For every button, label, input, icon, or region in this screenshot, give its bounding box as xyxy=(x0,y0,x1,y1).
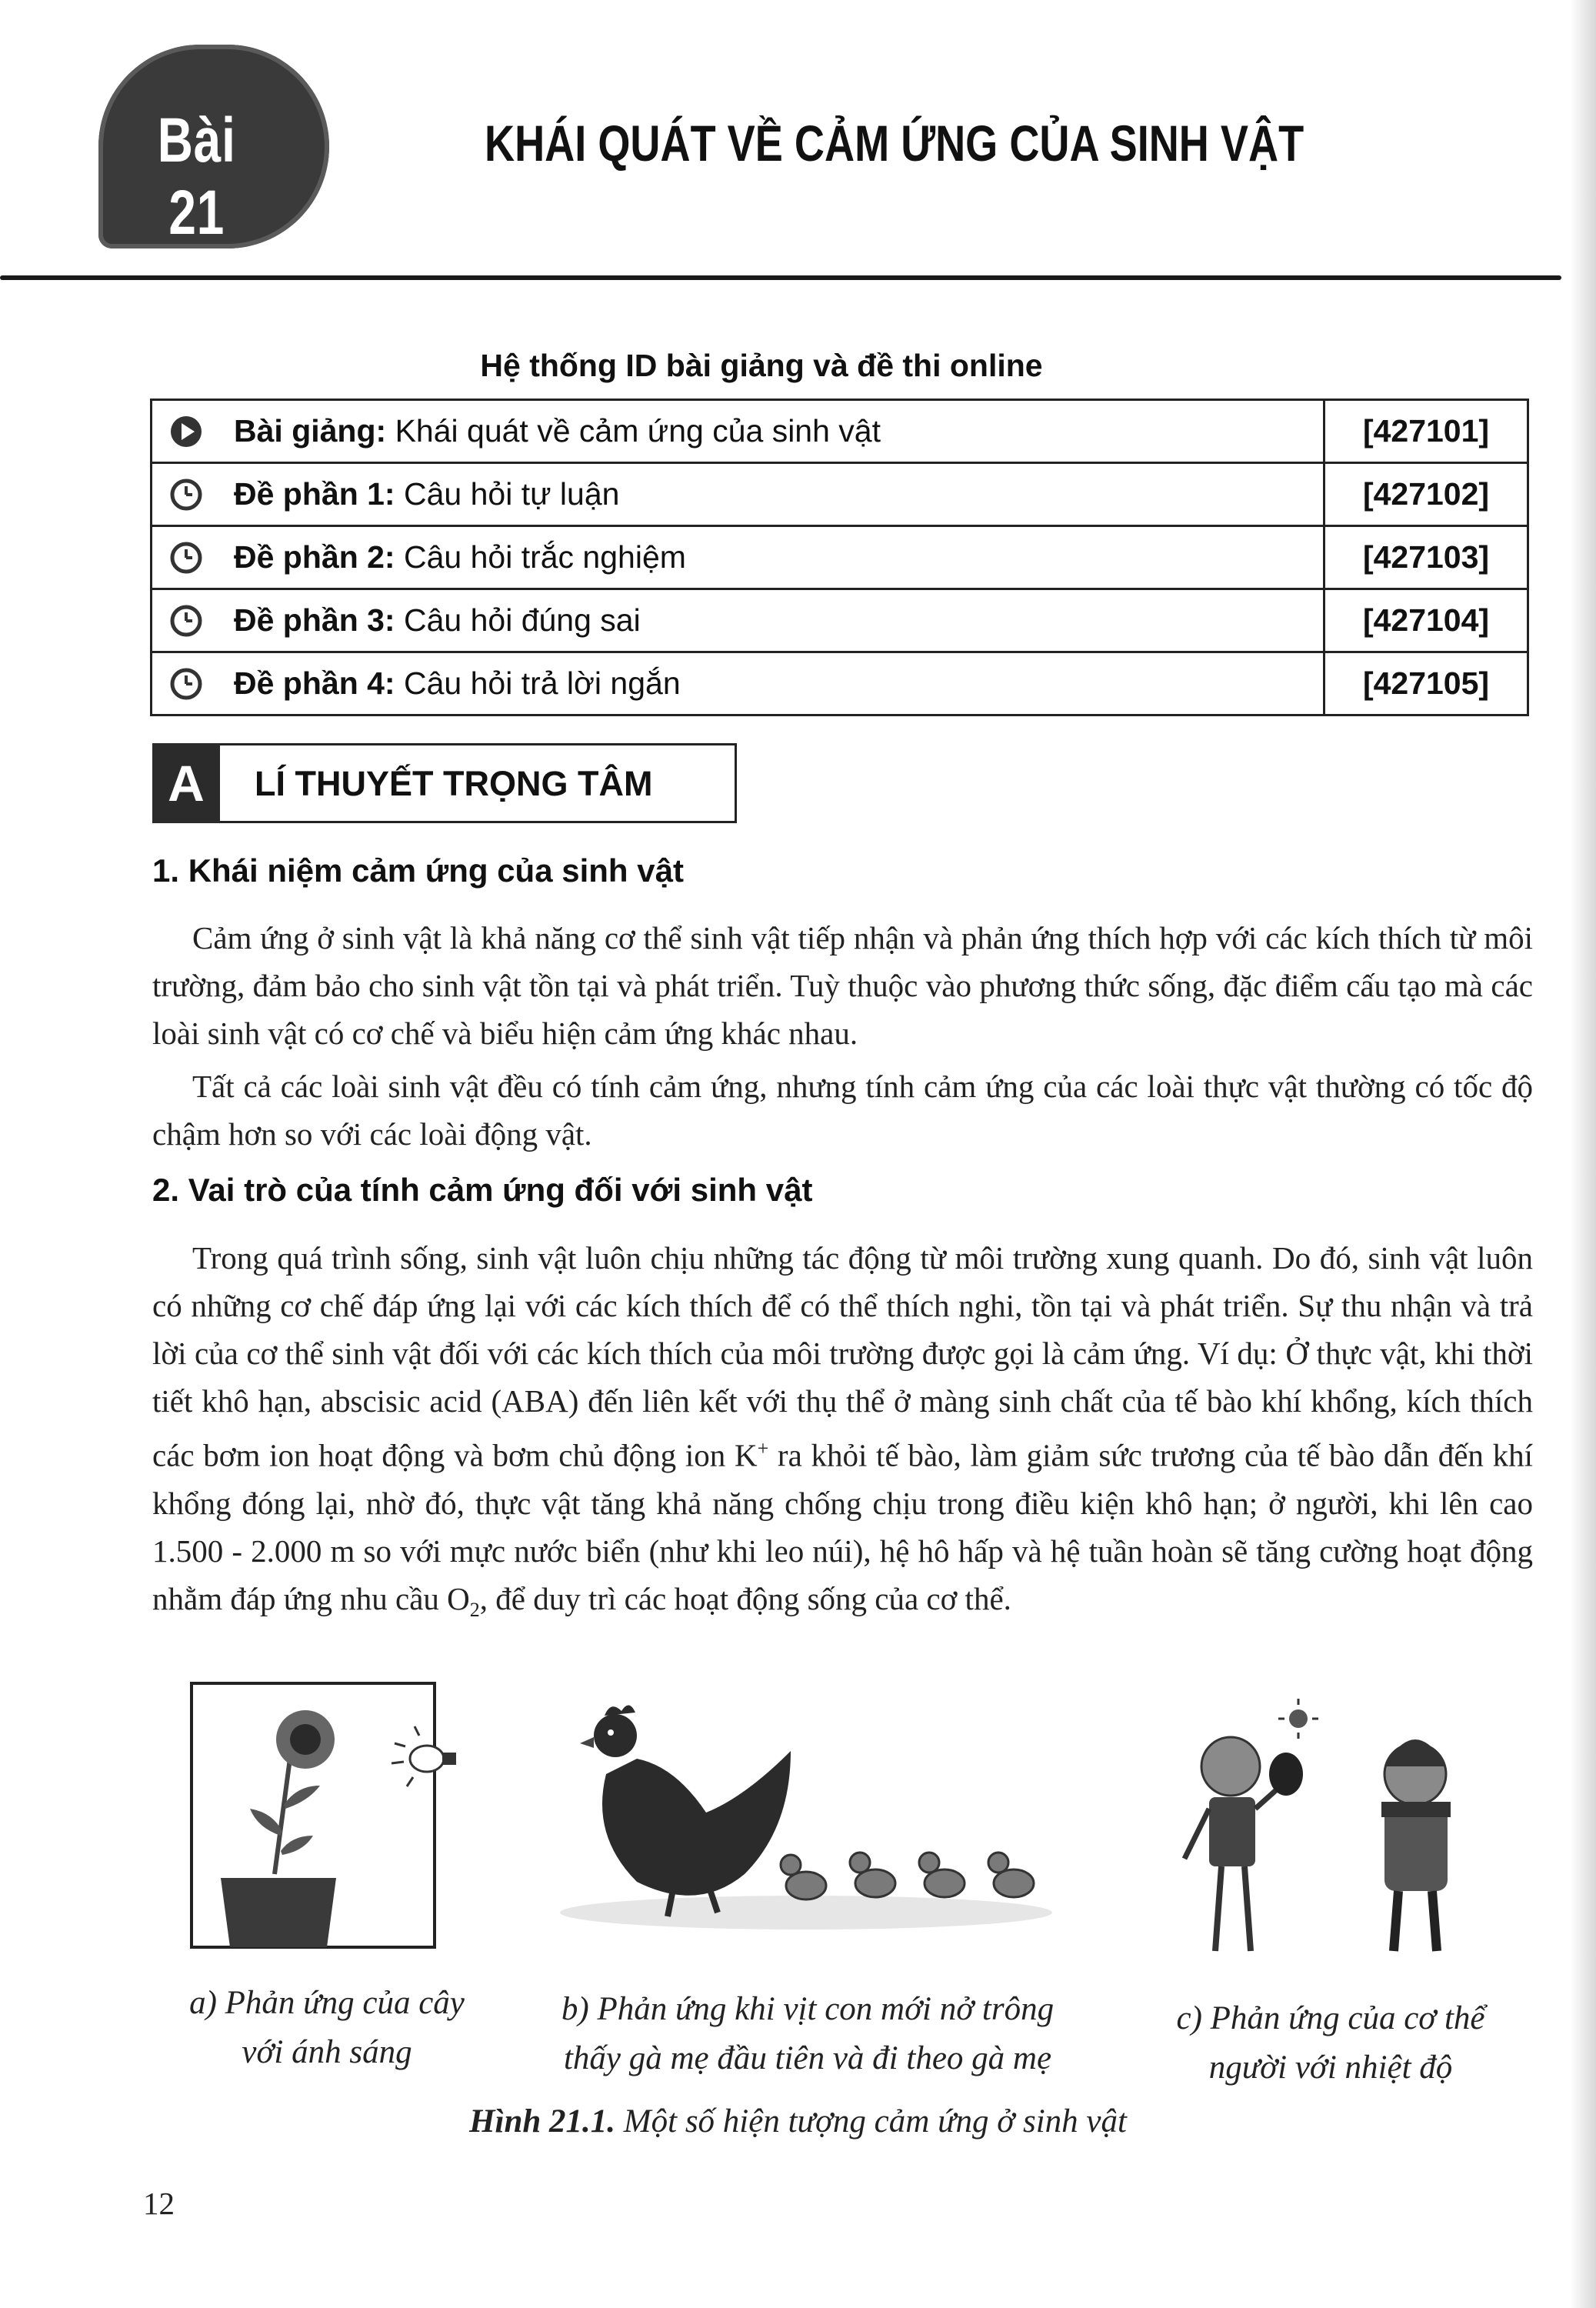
part1-paragraph-1: Cảm ứng ở sinh vật là khả năng cơ thể sinh vật tiếp nhận và phản ứng thích hợp với các kích thích từ môi trường, đảm bảo cho sinh vật tồn tại và phát triển. Tuỳ thuộc vào phương thức sống, đặc điểm cấu tạo mà các loài sinh vật có cơ chế và biểu hiện cảm ứng khác nhau. xyxy=(152,920,1533,1051)
part2-paragraph xyxy=(152,1234,1533,1634)
id-row-code: [427105] xyxy=(1362,665,1490,701)
header-divider xyxy=(0,275,1561,280)
part2-text-a: Trong quá trình sống, sinh vật luôn chịu những tác động từ môi trường xung quanh. Do đó, sinh vật luôn có những cơ chế đáp ứng lại với các kích thích để có thể thích nghi, tồn tại và phát triển. Sự thu nhận và trả lời của cơ thể sinh vật đối với các kích thích của môi trường được gọi là cảm ứng. Ví dụ: Ở thực vật, khi thời tiết khô hạn, abscisic acid (ABA) đến liên kết với thụ thể ở màng sinh chất của tế bào khí khổng, kích thích các bơm ion hoạt động và bơm chủ động ion K xyxy=(152,1240,1533,1473)
id-row-label: Đề phần 4: xyxy=(234,665,395,701)
play-icon xyxy=(169,415,203,449)
id-row-label: Bài giảng: xyxy=(234,413,387,449)
part1-paragraph-2: Tất cả các loài sinh vật đều có tính cảm ứng, nhưng tính cảm ứng của các loài thực vật thường có tốc độ chậm hơn so với các loài động vật. xyxy=(152,1069,1533,1152)
id-row-text: Khái quát về cảm ứng của sinh vật xyxy=(386,413,881,449)
id-row-code: [427103] xyxy=(1362,539,1490,575)
figure-title-text: Một số hiện tượng cảm ứng ở sinh vật xyxy=(615,2103,1127,2140)
caption-line: với ánh sáng xyxy=(242,2034,412,2070)
id-row-label: Đề phần 3: xyxy=(234,602,395,638)
lesson-title: KHÁI QUÁT VỀ CẢM ỨNG CỦA SINH VẬT xyxy=(485,115,1304,172)
light-bulb-icon xyxy=(392,1726,456,1786)
page-edge-shadow xyxy=(1570,0,1596,2308)
section-title: LÍ THUYẾT TRỌNG TÂM xyxy=(255,764,653,803)
id-row-code: [427102] xyxy=(1362,476,1490,512)
part2-text-b: ra khỏi tế bào, làm giảm sức trương của tế bào dẫn đến khí khổng đóng lại, nhờ đó, thực vật tăng khả năng chống chịu trong điều kiện khô hạn; ở người, khi lên cao 1.500 - 2.000 m so với mực nước biển (như khi leo núi), hệ hô hấp và hệ tuần hoàn sẽ tăng cường hoạt động nhằm đáp ứng nhu cầu O xyxy=(152,1437,1533,1616)
id-row-description xyxy=(152,527,1325,588)
caption-line: thấy gà mẹ đầu tiên và đi theo gà mẹ xyxy=(563,2040,1052,2076)
hen-icon xyxy=(580,1705,791,1916)
id-row-description xyxy=(152,653,1325,714)
id-table xyxy=(150,399,1529,716)
lesson-badge xyxy=(98,45,329,248)
clock-icon xyxy=(169,604,203,638)
id-row-label: Đề phần 1: xyxy=(234,476,395,512)
clock-icon xyxy=(169,478,203,512)
cold-person-icon xyxy=(1381,1739,1451,1951)
id-row-part2[interactable] xyxy=(152,525,1527,588)
caption-line: a) Phản ứng của cây xyxy=(189,1985,465,2021)
figure-c-caption xyxy=(1131,1994,1531,2093)
hen-ducklings-illustration xyxy=(560,1682,1068,1936)
part2-subscript: 2 xyxy=(469,1598,480,1621)
part2-heading: 2. Vai trò của tính cảm ứng đối với sinh vật xyxy=(152,1172,813,1208)
id-row-code: [427104] xyxy=(1362,602,1490,638)
id-row-label: Đề phần 2: xyxy=(234,539,395,575)
part1-heading: 1. Khái niệm cảm ứng của sinh vật xyxy=(152,852,684,889)
caption-line: b) Phản ứng khi vịt con mới nở trông xyxy=(561,1991,1055,2027)
part2-superscript: + xyxy=(757,1437,769,1459)
sun-icon xyxy=(1278,1699,1318,1739)
flower-pot-icon xyxy=(221,1878,336,1947)
people-temperature-illustration xyxy=(1154,1682,1508,1982)
id-row-text: Câu hỏi trắc nghiệm xyxy=(395,539,686,575)
id-row-text: Câu hỏi tự luận xyxy=(395,476,620,512)
figure-number: Hình 21.1. xyxy=(469,2103,616,2140)
id-row-text: Câu hỏi trả lời ngắn xyxy=(395,665,681,701)
id-row-code: [427101] xyxy=(1362,413,1490,449)
hot-boy-icon xyxy=(1185,1737,1303,1951)
figure-b-caption xyxy=(523,1985,1092,2083)
section-a-header xyxy=(152,743,737,823)
sunflower-icon xyxy=(250,1710,335,1874)
id-system-heading: Hệ thống ID bài giảng và đề thi online xyxy=(480,348,1043,383)
clock-icon xyxy=(169,541,203,575)
caption-line: người với nhiệt độ xyxy=(1208,2050,1453,2086)
section-letter: A xyxy=(152,743,220,823)
duckling-icon xyxy=(781,1853,1034,1899)
lesson-badge-label: Bài 21 xyxy=(157,105,236,248)
figure-title xyxy=(0,2103,1596,2140)
plant-light-illustration xyxy=(190,1682,482,1959)
clock-icon xyxy=(169,667,203,701)
caption-line: c) Phản ứng của cơ thể xyxy=(1176,2000,1485,2036)
id-row-lecture[interactable] xyxy=(152,401,1527,462)
id-row-part1[interactable] xyxy=(152,462,1527,525)
id-row-text: Câu hỏi đúng sai xyxy=(395,602,641,638)
figure-a-caption xyxy=(154,1979,500,2077)
id-row-description xyxy=(152,464,1325,525)
page-number: 12 xyxy=(143,2186,175,2221)
id-row-part3[interactable] xyxy=(152,588,1527,651)
part2-text-c: , để duy trì các hoạt động sống của cơ thể. xyxy=(479,1580,1011,1616)
id-row-description xyxy=(152,590,1325,651)
id-row-description xyxy=(152,401,1325,462)
id-row-part4[interactable] xyxy=(152,651,1527,714)
